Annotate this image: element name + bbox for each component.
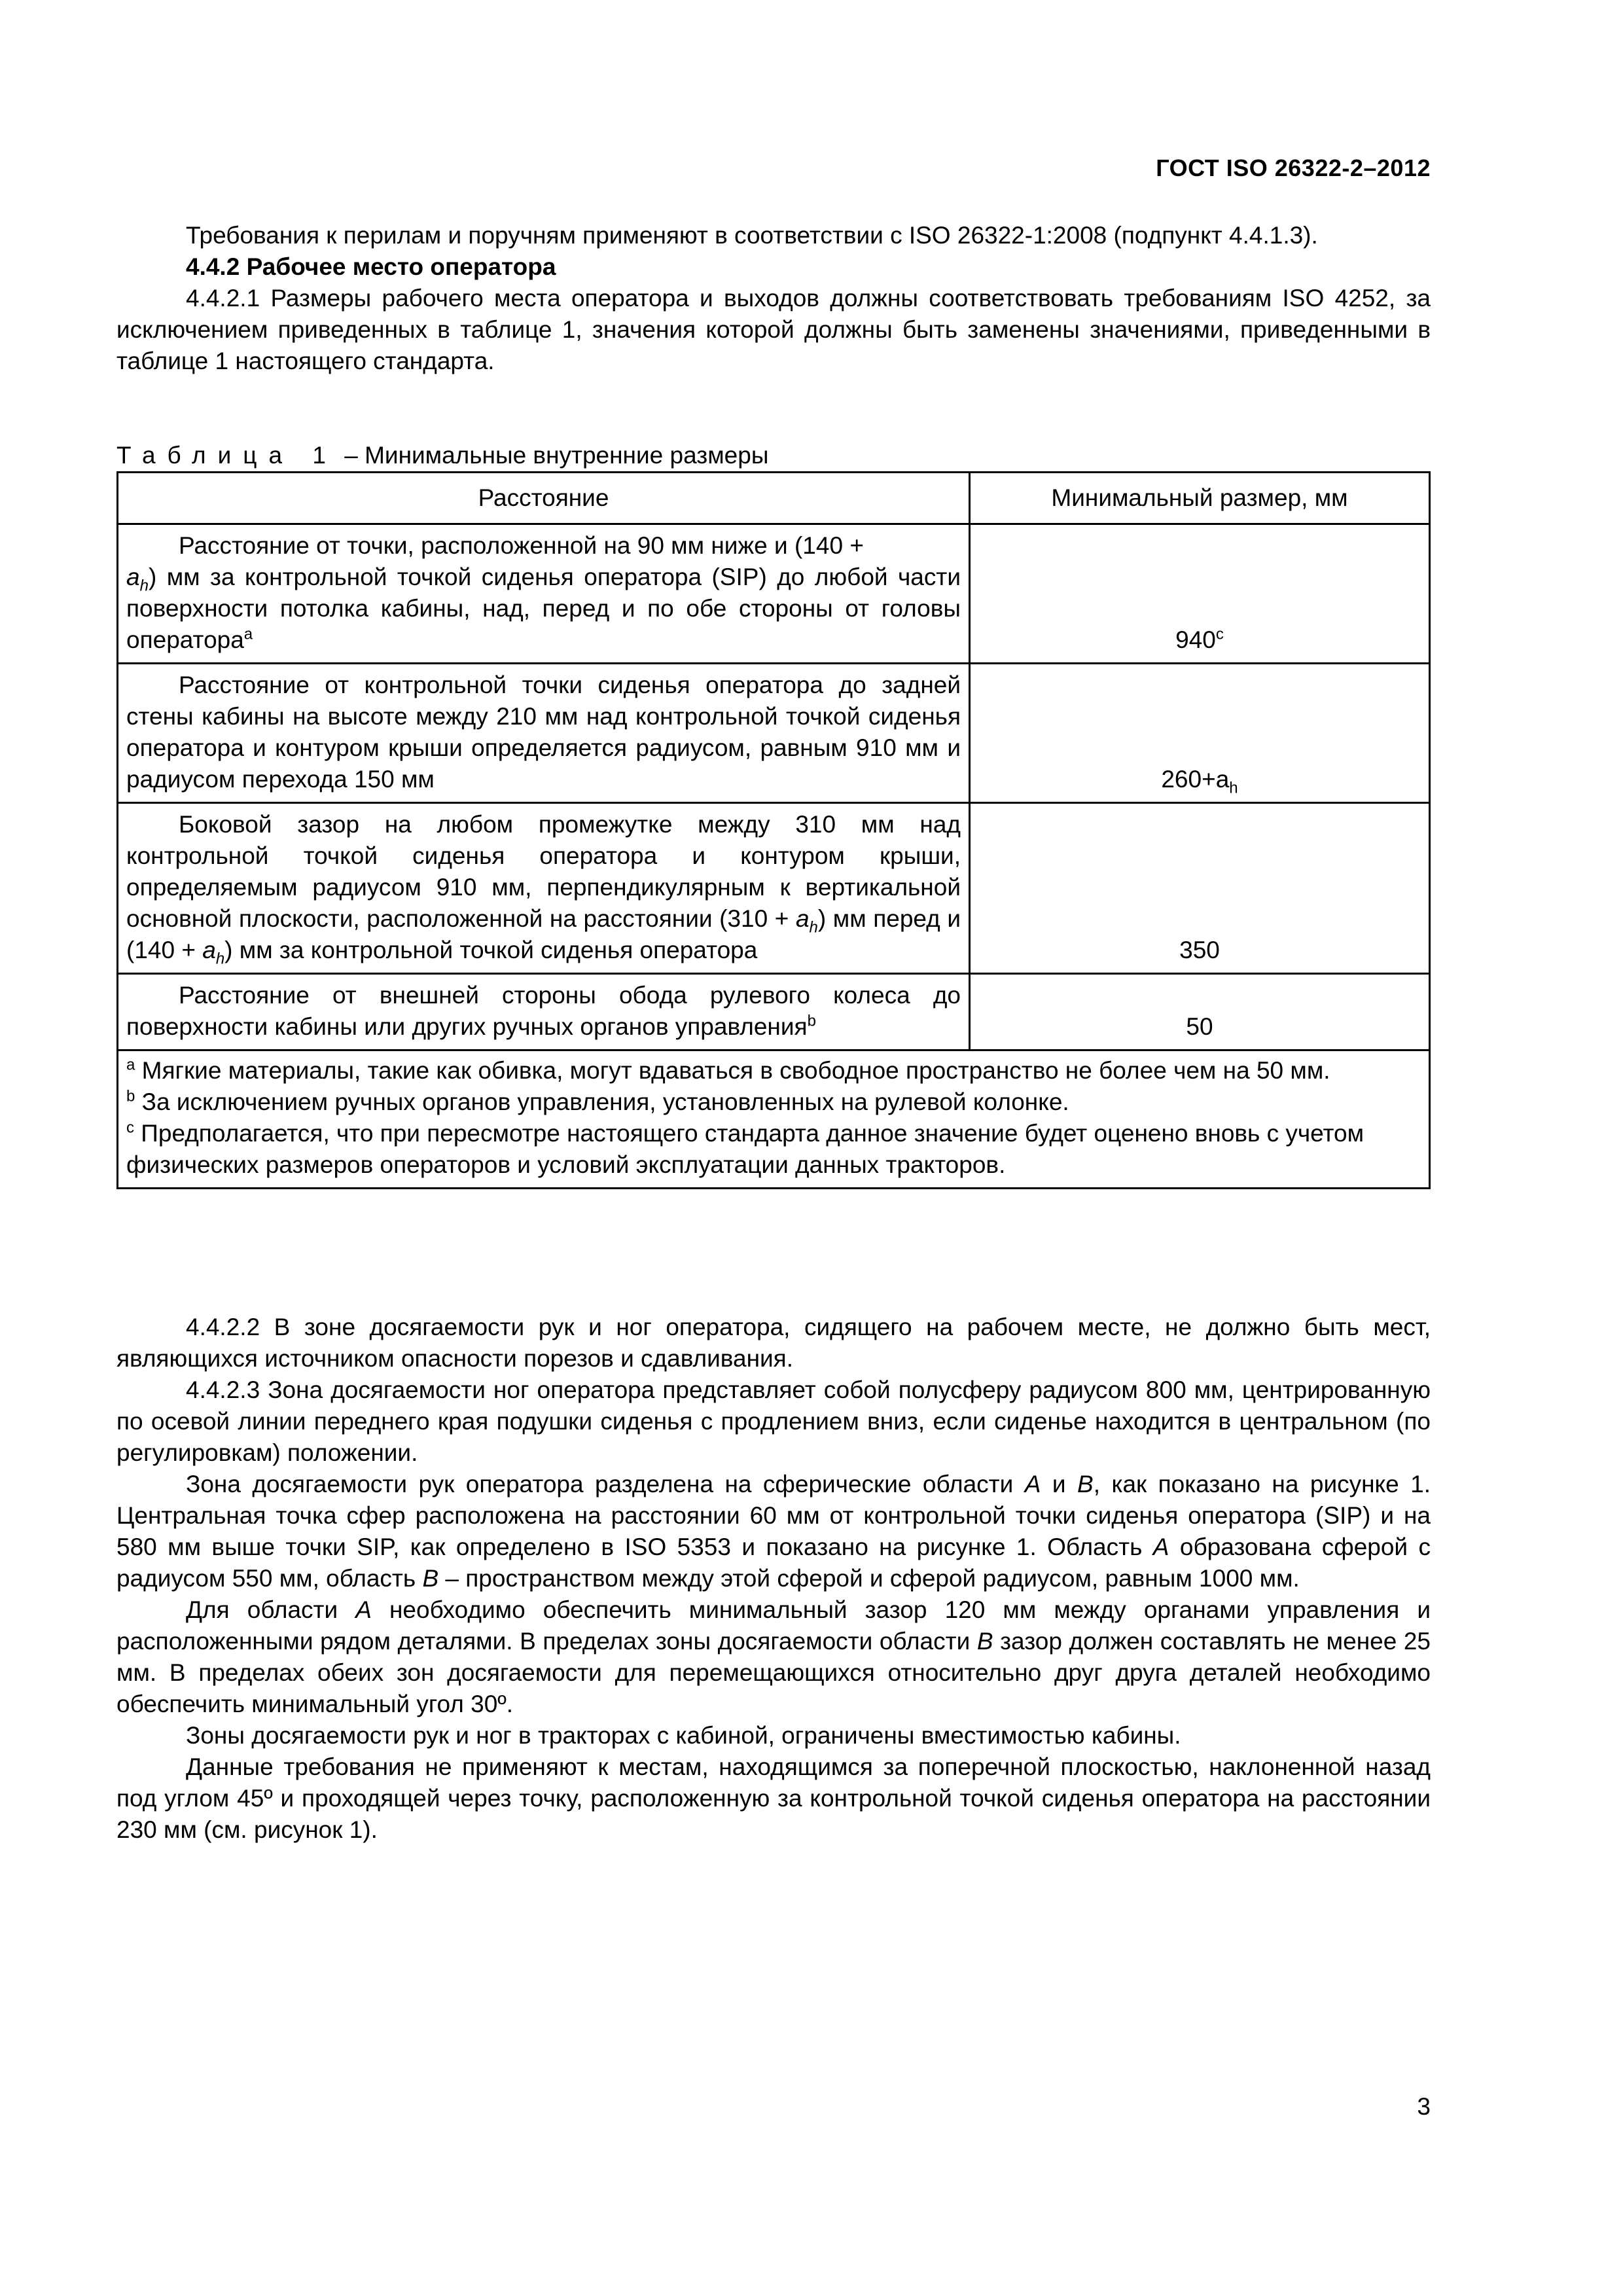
min-dimensions-table bbox=[116, 471, 1431, 1189]
col-header-distance: Расстояние bbox=[118, 473, 970, 524]
table-caption bbox=[116, 440, 768, 471]
footnote-c: $^c$ Предполагается, что при пересмотре настоящего стандарта данное значение будет оценено вновь с учетом физических размеров операторов и условий эксплуатации данных тракторов. bbox=[126, 1119, 1364, 1178]
row-2-description: Расстояние от контрольной точки сиденья оператора до задней стены кабины на высоте между 210 мм над контрольной точкой сиденья оператора и контуром крыши определяется радиусом, равным 910 мм и радиусом перехода 150 мм bbox=[118, 664, 970, 803]
footnote-a: $^a$ Мягкие материалы, такие как обивка, могут вдаваться в свободное пространство не более чем на 50 мм. bbox=[126, 1056, 1330, 1084]
row-2-value: $260+a_h$ bbox=[970, 664, 1430, 803]
document-code-header: ГОСТ ISO 26322-2–2012 bbox=[1156, 154, 1431, 181]
paragraph-hand-reach: Зона досягаемости рук оператора разделена на сферические области A и B, как показано на рисунке 1. Центральная точка сфер расположена на расстоянии 60 мм от контрольной точки сиденья оператора (SIP) и на 580 мм выше точки SIP, как определено в ISO 5353 и показано на рисунке 1. Область A образована сферой с радиусом 550 мм, область B – пространством между этой сферой и сферой радиусом, равным 1000 мм. bbox=[116, 1471, 1431, 1592]
table-footnotes bbox=[118, 1050, 1430, 1189]
paragraph-clearance: Для области A необходимо обеспечить минимальный зазор 120 мм между органами управления и расположенными рядом деталями. В пределах зоны досягаемости области B зазор должен составлять не менее 25 мм. В пределах обеих зон досягаемости для перемещающихся относительно друг друга деталей необходимо обеспечить минимальный угол 30º. bbox=[116, 1596, 1431, 1717]
paragraph-4-4-2-1: 4.4.2.1 Размеры рабочего места оператора и выходов должны соответствовать требованиям ISO 4252, за исключением приведенных в таблице 1, значения которой должны быть заменены значениями, приведенными в таблице 1 настоящего стандарта. bbox=[116, 285, 1431, 374]
paragraph-4-4-2-3: 4.4.2.3 Зона досягаемости ног оператора представляет собой полусферу радиусом 800 мм, центрированную по осевой линии переднего края подушки сиденья с продлением вниз, если сиденье находится в центральном (по регулировкам) положении. bbox=[116, 1376, 1431, 1466]
table-caption-prefix: Таблица 1 bbox=[116, 442, 338, 469]
table-header-row bbox=[118, 473, 1430, 524]
footnote-b: $^b$ За исключением ручных органов управления, установленных на рулевой колонке. bbox=[126, 1087, 1069, 1115]
paragraph-cab-zones: Зоны досягаемости рук и ног в тракторах с кабиной, ограничены вместимостью кабины. bbox=[186, 1722, 1181, 1749]
table-caption-title: Минимальные внутренние размеры bbox=[365, 442, 769, 469]
col-header-min-size: Минимальный размер, мм bbox=[970, 473, 1430, 524]
section-heading: 4.4.2 Рабочее место оператора bbox=[186, 253, 556, 280]
paragraph-exclusion: Данные требования не применяют к местам, находящимся за поперечной плоскостью, наклоненной назад под углом 45º и проходящей через точку, расположенную за контрольной точкой сиденья оператора на расстоянии 230 мм (см. рисунок 1). bbox=[116, 1753, 1431, 1843]
intro-section bbox=[116, 220, 1431, 377]
row-4-description: Расстояние от внешней стороны обода рулевого колеса до поверхности кабины или других ручных органов управления$^b$ bbox=[118, 974, 970, 1050]
table-row bbox=[118, 803, 1430, 974]
row-4-value: 50 bbox=[970, 974, 1430, 1050]
paragraph-4-4-2-2: 4.4.2.2 В зоне досягаемости рук и ног оператора, сидящего на рабочем месте, не должно быть мест, являющихся источником опасности порезов и сдавливания. bbox=[116, 1314, 1431, 1372]
table-caption-dash: – bbox=[337, 442, 365, 469]
row-1-value: 940$^c$ bbox=[970, 524, 1430, 664]
page-number: 3 bbox=[1417, 2093, 1431, 2120]
table-row bbox=[118, 664, 1430, 803]
table-row bbox=[118, 524, 1430, 664]
table-row bbox=[118, 974, 1430, 1050]
row-3-value: 350 bbox=[970, 803, 1430, 974]
row-1-description: Расстояние от точки, расположенной на 90 мм ниже и (140 + $a_h$) мм за контрольной точкой сиденья оператора (SIP) до любой части поверхности потолка кабины, над, перед и по обе стороны от головы оператора$^a$ bbox=[118, 524, 970, 664]
paragraph-railings: Требования к перилам и поручням применяют в соответствии с ISO 26322-1:2008 (подпункт 4.4.1.3). bbox=[186, 222, 1318, 249]
row-3-description: Боковой зазор на любом промежутке между 310 мм над контрольной точкой сиденья оператора и контуром крыши, определяемым радиусом 910 мм, перпендикулярным к вертикальной основной плоскости, расположенной на расстоянии $(310 + a_h)$ мм перед и $(140 + a_h)$ мм за контрольной точкой сиденья оператора bbox=[118, 803, 970, 974]
table-notes-row bbox=[118, 1050, 1430, 1189]
body-section bbox=[116, 1312, 1431, 1846]
